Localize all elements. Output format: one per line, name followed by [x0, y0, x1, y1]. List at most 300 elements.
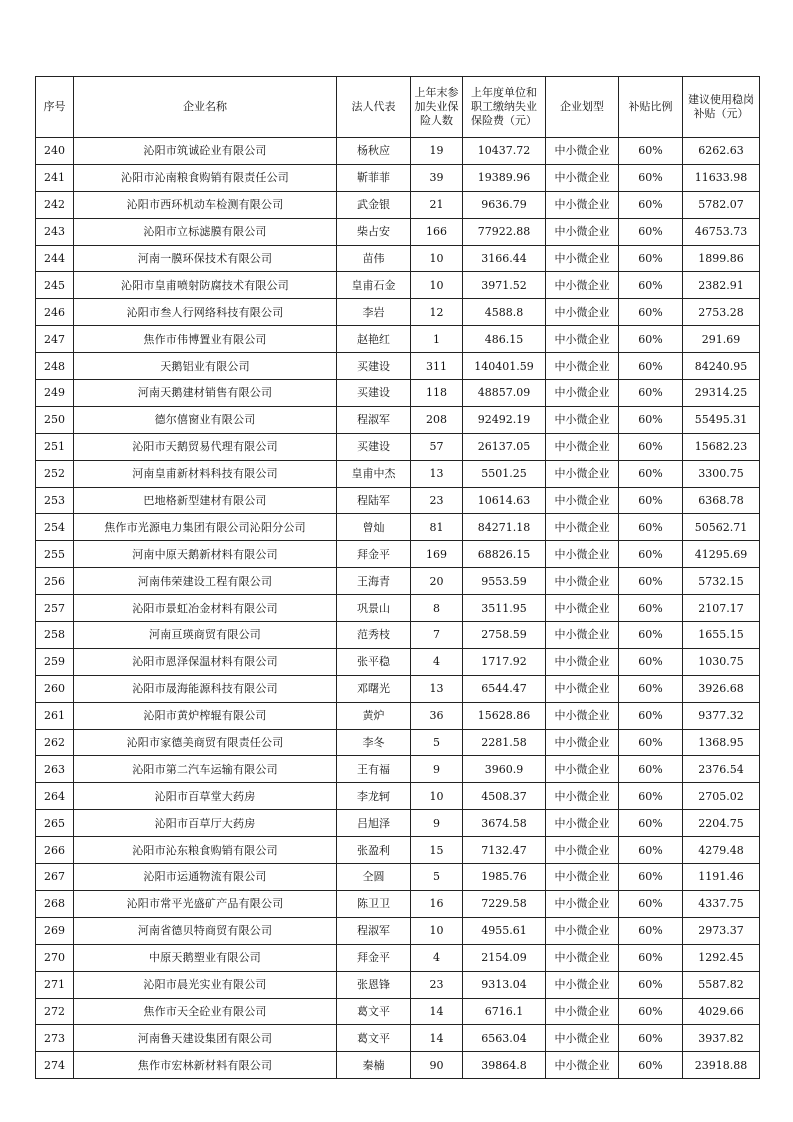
table-row [36, 568, 760, 595]
insured-count-cell: 4 [411, 944, 463, 971]
company-name-cell: 沁阳市立标滤膜有限公司 [74, 218, 337, 245]
premium-cell: 4588.8 [463, 299, 546, 326]
company-name-cell: 沁阳市景虹冶金材料有限公司 [74, 595, 337, 622]
legal-rep-cell: 仝圆 [337, 864, 411, 891]
insured-count-cell: 311 [411, 353, 463, 380]
serial-cell: 241 [36, 164, 74, 191]
premium-cell: 4508.37 [463, 783, 546, 810]
company-name-cell: 沁阳市运通物流有限公司 [74, 864, 337, 891]
table-row [36, 218, 760, 245]
premium-cell: 2758.59 [463, 622, 546, 649]
premium-cell: 7229.58 [463, 890, 546, 917]
company-name-cell: 巴地格新型建材有限公司 [74, 487, 337, 514]
subsidy-ratio-cell: 60% [619, 998, 683, 1025]
enterprise-type-cell: 中小微企业 [546, 487, 619, 514]
serial-cell: 270 [36, 944, 74, 971]
insured-count-cell: 118 [411, 380, 463, 407]
table-row [36, 837, 760, 864]
serial-cell: 251 [36, 433, 74, 460]
company-name-cell: 沁阳市百草厅大药房 [74, 810, 337, 837]
legal-rep-cell: 张恩锋 [337, 971, 411, 998]
table-row [36, 1025, 760, 1052]
insured-count-cell: 13 [411, 460, 463, 487]
company-name-cell: 沁阳市沁南粮食购销有限责任公司 [74, 164, 337, 191]
subsidy-ratio-cell: 60% [619, 299, 683, 326]
suggested-subsidy-cell: 5732.15 [683, 568, 760, 595]
serial-cell: 247 [36, 326, 74, 353]
premium-cell: 9636.79 [463, 191, 546, 218]
serial-cell: 252 [36, 460, 74, 487]
legal-rep-cell: 巩景山 [337, 595, 411, 622]
subsidy-ratio-cell: 60% [619, 380, 683, 407]
premium-cell: 486.15 [463, 326, 546, 353]
suggested-subsidy-cell: 15682.23 [683, 433, 760, 460]
serial-cell: 255 [36, 541, 74, 568]
suggested-subsidy-cell: 84240.95 [683, 353, 760, 380]
serial-cell: 273 [36, 1025, 74, 1052]
table-row [36, 998, 760, 1025]
suggested-subsidy-cell: 5782.07 [683, 191, 760, 218]
premium-cell: 7132.47 [463, 837, 546, 864]
insured-count-cell: 19 [411, 138, 463, 165]
insured-count-cell: 169 [411, 541, 463, 568]
enterprise-type-cell: 中小微企业 [546, 917, 619, 944]
enterprise-type-cell: 中小微企业 [546, 406, 619, 433]
subsidy-ratio-cell: 60% [619, 729, 683, 756]
premium-cell: 9553.59 [463, 568, 546, 595]
suggested-subsidy-cell: 6262.63 [683, 138, 760, 165]
suggested-subsidy-cell: 2753.28 [683, 299, 760, 326]
insured-count-cell: 7 [411, 622, 463, 649]
serial-cell: 248 [36, 353, 74, 380]
table-row [36, 810, 760, 837]
insured-count-cell: 14 [411, 998, 463, 1025]
enterprise-type-cell: 中小微企业 [546, 702, 619, 729]
legal-rep-cell: 张盈利 [337, 837, 411, 864]
enterprise-type-cell: 中小微企业 [546, 675, 619, 702]
suggested-subsidy-cell: 3926.68 [683, 675, 760, 702]
suggested-subsidy-cell: 291.69 [683, 326, 760, 353]
premium-cell: 3971.52 [463, 272, 546, 299]
insured-count-cell: 8 [411, 595, 463, 622]
insured-count-cell: 10 [411, 245, 463, 272]
enterprise-type-cell: 中小微企业 [546, 944, 619, 971]
enterprise-type-cell: 中小微企业 [546, 837, 619, 864]
premium-cell: 6563.04 [463, 1025, 546, 1052]
header-legal-rep: 法人代表 [337, 77, 411, 138]
table-row [36, 1052, 760, 1079]
premium-cell: 1717.92 [463, 648, 546, 675]
serial-cell: 250 [36, 406, 74, 433]
insured-count-cell: 81 [411, 514, 463, 541]
premium-cell: 3674.58 [463, 810, 546, 837]
table-row [36, 864, 760, 891]
subsidy-ratio-cell: 60% [619, 1025, 683, 1052]
table-row [36, 729, 760, 756]
header-serial: 序号 [36, 77, 74, 138]
subsidy-ratio-cell: 60% [619, 675, 683, 702]
insured-count-cell: 15 [411, 837, 463, 864]
suggested-subsidy-cell: 55495.31 [683, 406, 760, 433]
insured-count-cell: 23 [411, 487, 463, 514]
company-name-cell: 焦作市光源电力集团有限公司沁阳分公司 [74, 514, 337, 541]
enterprise-type-cell: 中小微企业 [546, 164, 619, 191]
serial-cell: 261 [36, 702, 74, 729]
premium-cell: 6544.47 [463, 675, 546, 702]
serial-cell: 274 [36, 1052, 74, 1079]
legal-rep-cell: 曾灿 [337, 514, 411, 541]
serial-cell: 269 [36, 917, 74, 944]
company-name-cell: 焦作市宏林新材料有限公司 [74, 1052, 337, 1079]
subsidy-ratio-cell: 60% [619, 487, 683, 514]
enterprise-type-cell: 中小微企业 [546, 245, 619, 272]
table-row [36, 487, 760, 514]
serial-cell: 266 [36, 837, 74, 864]
insured-count-cell: 4 [411, 648, 463, 675]
legal-rep-cell: 拜金平 [337, 541, 411, 568]
table-row [36, 191, 760, 218]
premium-cell: 5501.25 [463, 460, 546, 487]
serial-cell: 268 [36, 890, 74, 917]
subsidy-ratio-cell: 60% [619, 326, 683, 353]
serial-cell: 257 [36, 595, 74, 622]
table-row [36, 756, 760, 783]
table-header-row [36, 77, 760, 138]
serial-cell: 240 [36, 138, 74, 165]
company-name-cell: 河南省德贝特商贸有限公司 [74, 917, 337, 944]
company-name-cell: 沁阳市晨光实业有限公司 [74, 971, 337, 998]
company-name-cell: 河南鲁天建设集团有限公司 [74, 1025, 337, 1052]
legal-rep-cell: 程陆军 [337, 487, 411, 514]
premium-cell: 2154.09 [463, 944, 546, 971]
premium-cell: 10437.72 [463, 138, 546, 165]
serial-cell: 260 [36, 675, 74, 702]
insured-count-cell: 13 [411, 675, 463, 702]
company-name-cell: 沁阳市皇甫喷射防腐技术有限公司 [74, 272, 337, 299]
suggested-subsidy-cell: 1292.45 [683, 944, 760, 971]
enterprise-type-cell: 中小微企业 [546, 568, 619, 595]
serial-cell: 256 [36, 568, 74, 595]
table-row [36, 541, 760, 568]
premium-cell: 3166.44 [463, 245, 546, 272]
enterprise-type-cell: 中小微企业 [546, 971, 619, 998]
table-row [36, 917, 760, 944]
suggested-subsidy-cell: 2107.17 [683, 595, 760, 622]
enterprise-type-cell: 中小微企业 [546, 998, 619, 1025]
premium-cell: 19389.96 [463, 164, 546, 191]
enterprise-type-cell: 中小微企业 [546, 783, 619, 810]
company-name-cell: 德尔僖窗业有限公司 [74, 406, 337, 433]
table-row [36, 622, 760, 649]
insured-count-cell: 9 [411, 810, 463, 837]
header-company-name: 企业名称 [74, 77, 337, 138]
company-name-cell: 河南一膜环保技术有限公司 [74, 245, 337, 272]
legal-rep-cell: 武金银 [337, 191, 411, 218]
header-premium-paid: 上年度单位和职工缴纳失业保险费（元） [463, 77, 546, 138]
subsidy-ratio-cell: 60% [619, 810, 683, 837]
insured-count-cell: 20 [411, 568, 463, 595]
company-name-cell: 中原天鹅塑业有限公司 [74, 944, 337, 971]
header-subsidy-ratio: 补贴比例 [619, 77, 683, 138]
subsidy-ratio-cell: 60% [619, 971, 683, 998]
premium-cell: 6716.1 [463, 998, 546, 1025]
legal-rep-cell: 程淑军 [337, 917, 411, 944]
subsidy-ratio-cell: 60% [619, 622, 683, 649]
table-body [36, 138, 760, 1079]
serial-cell: 263 [36, 756, 74, 783]
suggested-subsidy-cell: 2705.02 [683, 783, 760, 810]
premium-cell: 10614.63 [463, 487, 546, 514]
company-name-cell: 沁阳市叁人行网络科技有限公司 [74, 299, 337, 326]
enterprise-type-cell: 中小微企业 [546, 514, 619, 541]
legal-rep-cell: 李龙轲 [337, 783, 411, 810]
suggested-subsidy-cell: 46753.73 [683, 218, 760, 245]
premium-cell: 15628.86 [463, 702, 546, 729]
serial-cell: 254 [36, 514, 74, 541]
suggested-subsidy-cell: 4029.66 [683, 998, 760, 1025]
legal-rep-cell: 买建设 [337, 433, 411, 460]
legal-rep-cell: 范秀枝 [337, 622, 411, 649]
enterprise-type-cell: 中小微企业 [546, 890, 619, 917]
legal-rep-cell: 黄炉 [337, 702, 411, 729]
insured-count-cell: 166 [411, 218, 463, 245]
company-name-cell: 河南天鹅建材销售有限公司 [74, 380, 337, 407]
premium-cell: 4955.61 [463, 917, 546, 944]
table-row [36, 380, 760, 407]
insured-count-cell: 12 [411, 299, 463, 326]
suggested-subsidy-cell: 1655.15 [683, 622, 760, 649]
legal-rep-cell: 吕旭泽 [337, 810, 411, 837]
premium-cell: 3960.9 [463, 756, 546, 783]
premium-cell: 3511.95 [463, 595, 546, 622]
legal-rep-cell: 苗伟 [337, 245, 411, 272]
table-row [36, 783, 760, 810]
company-name-cell: 河南伟荣建设工程有限公司 [74, 568, 337, 595]
suggested-subsidy-cell: 5587.82 [683, 971, 760, 998]
subsidy-ratio-cell: 60% [619, 1052, 683, 1079]
suggested-subsidy-cell: 1899.86 [683, 245, 760, 272]
company-name-cell: 天鹅铝业有限公司 [74, 353, 337, 380]
subsidy-ratio-cell: 60% [619, 218, 683, 245]
insured-count-cell: 90 [411, 1052, 463, 1079]
suggested-subsidy-cell: 1368.95 [683, 729, 760, 756]
subsidy-ratio-cell: 60% [619, 595, 683, 622]
premium-cell: 26137.05 [463, 433, 546, 460]
suggested-subsidy-cell: 6368.78 [683, 487, 760, 514]
legal-rep-cell: 柴占安 [337, 218, 411, 245]
legal-rep-cell: 靳菲菲 [337, 164, 411, 191]
table-row [36, 890, 760, 917]
suggested-subsidy-cell: 4337.75 [683, 890, 760, 917]
subsidy-ratio-cell: 60% [619, 837, 683, 864]
insured-count-cell: 21 [411, 191, 463, 218]
subsidy-ratio-cell: 60% [619, 783, 683, 810]
premium-cell: 84271.18 [463, 514, 546, 541]
legal-rep-cell: 王有福 [337, 756, 411, 783]
subsidy-ratio-cell: 60% [619, 864, 683, 891]
insured-count-cell: 10 [411, 272, 463, 299]
company-name-cell: 沁阳市恩泽保温材料有限公司 [74, 648, 337, 675]
suggested-subsidy-cell: 4279.48 [683, 837, 760, 864]
serial-cell: 243 [36, 218, 74, 245]
enterprise-type-cell: 中小微企业 [546, 460, 619, 487]
premium-cell: 9313.04 [463, 971, 546, 998]
suggested-subsidy-cell: 23918.88 [683, 1052, 760, 1079]
insured-count-cell: 14 [411, 1025, 463, 1052]
serial-cell: 258 [36, 622, 74, 649]
serial-cell: 271 [36, 971, 74, 998]
company-name-cell: 沁阳市常平光盛矿产品有限公司 [74, 890, 337, 917]
table-row [36, 245, 760, 272]
serial-cell: 242 [36, 191, 74, 218]
suggested-subsidy-cell: 3300.75 [683, 460, 760, 487]
subsidy-ratio-cell: 60% [619, 756, 683, 783]
enterprise-type-cell: 中小微企业 [546, 380, 619, 407]
table-row [36, 272, 760, 299]
suggested-subsidy-cell: 2376.54 [683, 756, 760, 783]
premium-cell: 2281.58 [463, 729, 546, 756]
header-insured-count: 上年末参加失业保险人数 [411, 77, 463, 138]
table-row [36, 971, 760, 998]
suggested-subsidy-cell: 50562.71 [683, 514, 760, 541]
enterprise-type-cell: 中小微企业 [546, 1052, 619, 1079]
insured-count-cell: 16 [411, 890, 463, 917]
insured-count-cell: 5 [411, 864, 463, 891]
premium-cell: 140401.59 [463, 353, 546, 380]
company-name-cell: 沁阳市黄炉榨辊有限公司 [74, 702, 337, 729]
legal-rep-cell: 邓曙光 [337, 675, 411, 702]
serial-cell: 267 [36, 864, 74, 891]
subsidy-ratio-cell: 60% [619, 245, 683, 272]
company-name-cell: 河南中原天鹅新材料有限公司 [74, 541, 337, 568]
premium-cell: 68826.15 [463, 541, 546, 568]
subsidy-ratio-cell: 60% [619, 541, 683, 568]
legal-rep-cell: 陈卫卫 [337, 890, 411, 917]
serial-cell: 246 [36, 299, 74, 326]
company-name-cell: 沁阳市沁东粮食购销有限公司 [74, 837, 337, 864]
insured-count-cell: 5 [411, 729, 463, 756]
subsidy-ratio-cell: 60% [619, 433, 683, 460]
enterprise-type-cell: 中小微企业 [546, 326, 619, 353]
subsidy-ratio-cell: 60% [619, 648, 683, 675]
subsidy-ratio-cell: 60% [619, 890, 683, 917]
premium-cell: 48857.09 [463, 380, 546, 407]
table-row [36, 326, 760, 353]
insured-count-cell: 23 [411, 971, 463, 998]
legal-rep-cell: 皇甫石金 [337, 272, 411, 299]
serial-cell: 249 [36, 380, 74, 407]
enterprise-type-cell: 中小微企业 [546, 756, 619, 783]
enterprise-type-cell: 中小微企业 [546, 810, 619, 837]
suggested-subsidy-cell: 2204.75 [683, 810, 760, 837]
company-name-cell: 沁阳市西环机动车检测有限公司 [74, 191, 337, 218]
enterprise-type-cell: 中小微企业 [546, 433, 619, 460]
table-row [36, 353, 760, 380]
enterprise-type-cell: 中小微企业 [546, 864, 619, 891]
subsidy-table [35, 76, 760, 1079]
enterprise-type-cell: 中小微企业 [546, 648, 619, 675]
enterprise-type-cell: 中小微企业 [546, 299, 619, 326]
premium-cell: 92492.19 [463, 406, 546, 433]
insured-count-cell: 9 [411, 756, 463, 783]
suggested-subsidy-cell: 2382.91 [683, 272, 760, 299]
insured-count-cell: 39 [411, 164, 463, 191]
table-row [36, 138, 760, 165]
company-name-cell: 沁阳市筑诚砼业有限公司 [74, 138, 337, 165]
table-row [36, 433, 760, 460]
serial-cell: 265 [36, 810, 74, 837]
legal-rep-cell: 葛文平 [337, 998, 411, 1025]
company-name-cell: 沁阳市第二汽车运输有限公司 [74, 756, 337, 783]
suggested-subsidy-cell: 1191.46 [683, 864, 760, 891]
header-suggested-subsidy: 建议使用稳岗补贴（元） [683, 77, 760, 138]
insured-count-cell: 10 [411, 917, 463, 944]
subsidy-ratio-cell: 60% [619, 353, 683, 380]
suggested-subsidy-cell: 3937.82 [683, 1025, 760, 1052]
company-name-cell: 河南皇甫新材料科技有限公司 [74, 460, 337, 487]
enterprise-type-cell: 中小微企业 [546, 541, 619, 568]
legal-rep-cell: 买建设 [337, 380, 411, 407]
table-row [36, 164, 760, 191]
suggested-subsidy-cell: 9377.32 [683, 702, 760, 729]
subsidy-ratio-cell: 60% [619, 138, 683, 165]
legal-rep-cell: 秦楠 [337, 1052, 411, 1079]
enterprise-type-cell: 中小微企业 [546, 353, 619, 380]
insured-count-cell: 208 [411, 406, 463, 433]
legal-rep-cell: 李岩 [337, 299, 411, 326]
serial-cell: 259 [36, 648, 74, 675]
enterprise-type-cell: 中小微企业 [546, 1025, 619, 1052]
subsidy-ratio-cell: 60% [619, 568, 683, 595]
company-name-cell: 沁阳市家德美商贸有限责任公司 [74, 729, 337, 756]
subsidy-ratio-cell: 60% [619, 944, 683, 971]
legal-rep-cell: 买建设 [337, 353, 411, 380]
subsidy-ratio-cell: 60% [619, 191, 683, 218]
subsidy-ratio-cell: 60% [619, 917, 683, 944]
table-row [36, 460, 760, 487]
legal-rep-cell: 李冬 [337, 729, 411, 756]
serial-cell: 272 [36, 998, 74, 1025]
subsidy-ratio-cell: 60% [619, 514, 683, 541]
insured-count-cell: 1 [411, 326, 463, 353]
legal-rep-cell: 葛文平 [337, 1025, 411, 1052]
legal-rep-cell: 王海青 [337, 568, 411, 595]
suggested-subsidy-cell: 2973.37 [683, 917, 760, 944]
table-row [36, 944, 760, 971]
table-row [36, 675, 760, 702]
legal-rep-cell: 杨秋应 [337, 138, 411, 165]
table-row [36, 595, 760, 622]
enterprise-type-cell: 中小微企业 [546, 622, 619, 649]
table-row [36, 299, 760, 326]
company-name-cell: 沁阳市百草堂大药房 [74, 783, 337, 810]
insured-count-cell: 57 [411, 433, 463, 460]
serial-cell: 245 [36, 272, 74, 299]
subsidy-ratio-cell: 60% [619, 406, 683, 433]
enterprise-type-cell: 中小微企业 [546, 272, 619, 299]
suggested-subsidy-cell: 11633.98 [683, 164, 760, 191]
serial-cell: 253 [36, 487, 74, 514]
legal-rep-cell: 赵艳红 [337, 326, 411, 353]
enterprise-type-cell: 中小微企业 [546, 595, 619, 622]
enterprise-type-cell: 中小微企业 [546, 191, 619, 218]
subsidy-ratio-cell: 60% [619, 272, 683, 299]
table-row [36, 514, 760, 541]
premium-cell: 77922.88 [463, 218, 546, 245]
subsidy-ratio-cell: 60% [619, 702, 683, 729]
company-name-cell: 焦作市伟博置业有限公司 [74, 326, 337, 353]
suggested-subsidy-cell: 29314.25 [683, 380, 760, 407]
